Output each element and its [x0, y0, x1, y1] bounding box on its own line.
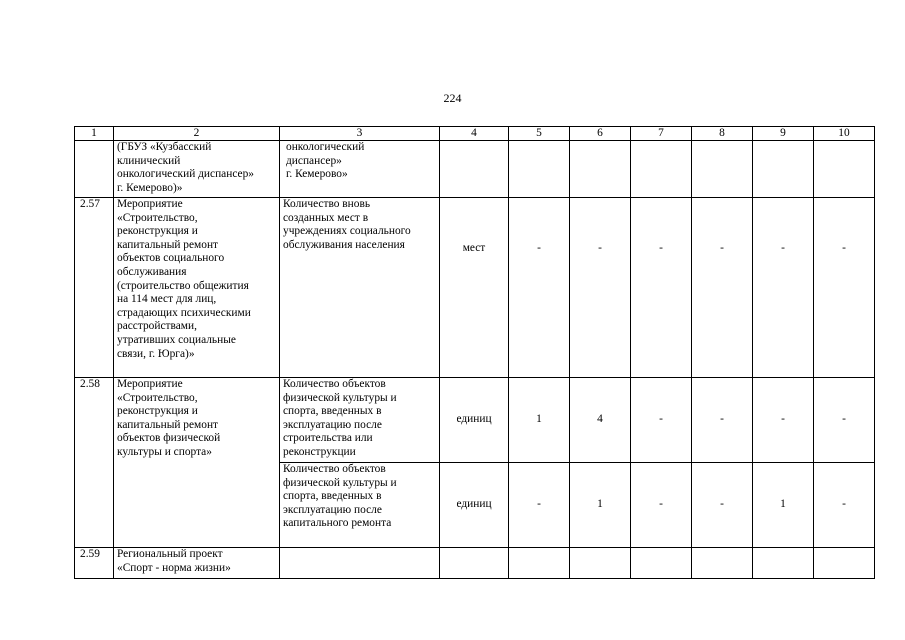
value-cell: 1: [509, 378, 570, 463]
value-cell: -: [631, 378, 692, 463]
value-cell: -: [753, 378, 814, 463]
table-row: [75, 378, 875, 463]
indicator-name: Количество вновь созданных мест в учреждениях социального обслуживания населения: [280, 198, 440, 378]
value-cell: 1: [753, 463, 814, 548]
indicator-name: онкологический диспансер» г. Кемерово»: [280, 141, 440, 198]
value-cell: [753, 141, 814, 198]
unit-cell: единиц: [440, 378, 509, 463]
value-cell: [509, 141, 570, 198]
unit-cell: мест: [440, 198, 509, 378]
unit-cell: [440, 548, 509, 579]
value-cell: -: [692, 378, 753, 463]
column-header: 1: [75, 127, 114, 141]
indicator-name: Количество объектов физической культуры и спорта, введенных в эксплуатацию после капитального ремонта: [280, 463, 440, 548]
measure-name: Мероприятие «Строительство, реконструкция и капитальный ремонт объектов физической культуры и спорта»: [114, 378, 280, 548]
value-cell: -: [509, 463, 570, 548]
measure-name: (ГБУЗ «Кузбасский клинический онкологический диспансер» г. Кемерово)»: [114, 141, 280, 198]
value-cell: [509, 548, 570, 579]
value-cell: [692, 141, 753, 198]
table-row: [75, 141, 875, 198]
value-cell: -: [692, 198, 753, 378]
column-header: 2: [114, 127, 280, 141]
value-cell: -: [509, 198, 570, 378]
value-cell: -: [631, 198, 692, 378]
data-table: [74, 126, 875, 579]
value-cell: -: [814, 198, 875, 378]
column-header: 7: [631, 127, 692, 141]
value-cell: -: [814, 463, 875, 548]
measure-name: Региональный проект «Спорт - норма жизни»: [114, 548, 280, 579]
value-cell: -: [753, 198, 814, 378]
row-number: 2.57: [75, 198, 114, 378]
table-row: [75, 548, 875, 579]
value-cell: -: [570, 198, 631, 378]
indicator-name: [280, 548, 440, 579]
value-cell: [753, 548, 814, 579]
value-cell: 4: [570, 378, 631, 463]
value-cell: [814, 548, 875, 579]
value-cell: [570, 141, 631, 198]
row-number: [75, 141, 114, 198]
page-number: 224: [443, 91, 462, 105]
column-header: 8: [692, 127, 753, 141]
unit-cell: единиц: [440, 463, 509, 548]
value-cell: -: [692, 463, 753, 548]
column-header: 6: [570, 127, 631, 141]
value-cell: -: [631, 463, 692, 548]
indicator-name: Количество объектов физической культуры и спорта, введенных в эксплуатацию после строительства или реконструкции: [280, 378, 440, 463]
unit-cell: [440, 141, 509, 198]
column-header: 5: [509, 127, 570, 141]
column-number-row: [75, 127, 875, 141]
column-header: 10: [814, 127, 875, 141]
value-cell: 1: [570, 463, 631, 548]
value-cell: [631, 548, 692, 579]
column-header: 3: [280, 127, 440, 141]
column-header: 9: [753, 127, 814, 141]
value-cell: [631, 141, 692, 198]
value-cell: -: [814, 378, 875, 463]
measure-name: Мероприятие «Строительство, реконструкция и капитальный ремонт объектов социального обслуживания (строительство общежития на 114 мест для лиц, страдающих психическими расстройствами, утративших социальные связи, г. Юрга)»: [114, 198, 280, 378]
table-row: [75, 198, 875, 378]
row-number: 2.59: [75, 548, 114, 579]
row-number: 2.58: [75, 378, 114, 548]
value-cell: [692, 548, 753, 579]
value-cell: [570, 548, 631, 579]
value-cell: [814, 141, 875, 198]
column-header: 4: [440, 127, 509, 141]
